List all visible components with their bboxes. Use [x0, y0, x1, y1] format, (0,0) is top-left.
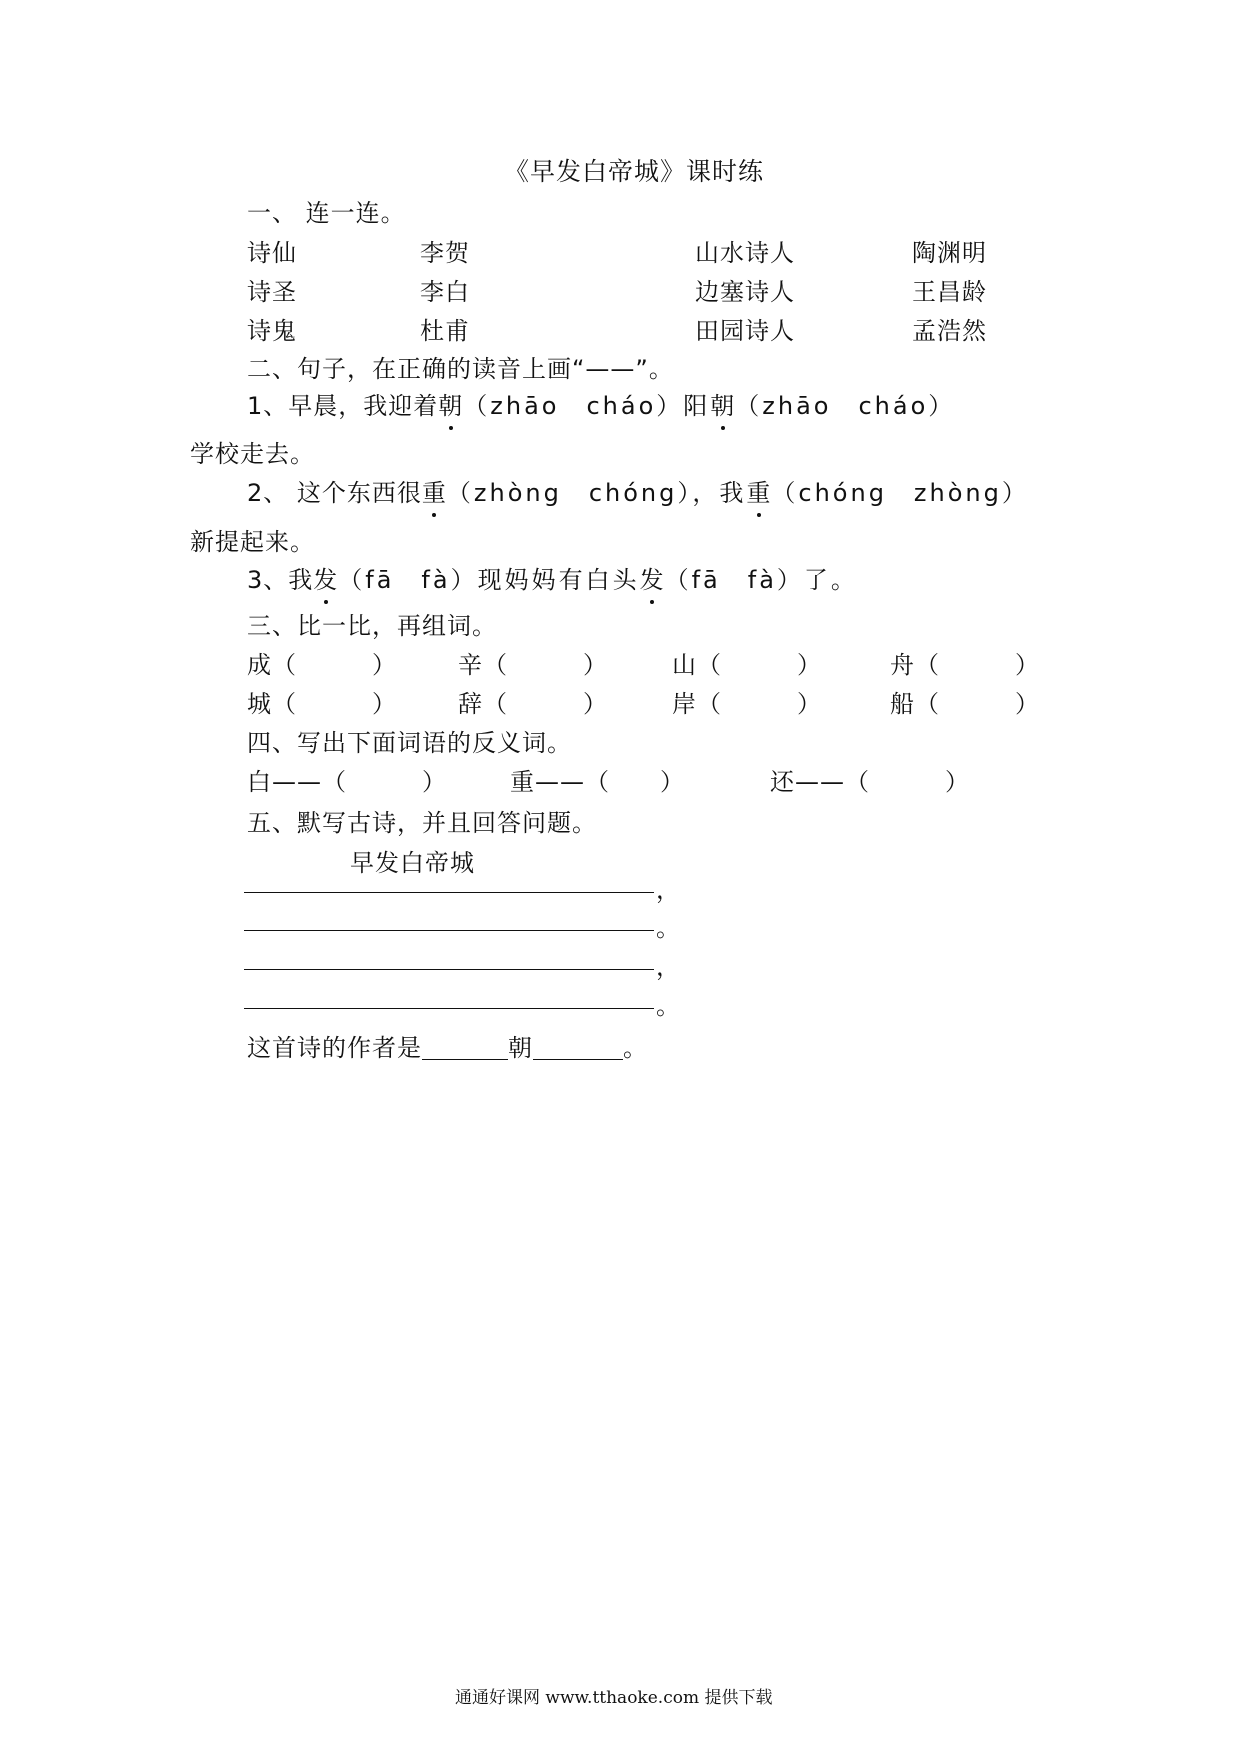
marked-character: 发	[640, 560, 665, 595]
match-item: 边塞诗人	[695, 278, 795, 306]
match-item: 孟浩然	[912, 317, 987, 345]
pinyin-choice: （zhòng chóng），我	[446, 479, 747, 507]
antonym-item: 白——（ ）	[247, 768, 447, 796]
dynasty-blank	[422, 1033, 508, 1060]
footer-credit: 通通好课网 www.tthaoke.com 提供下载	[455, 1688, 773, 1708]
sentence-2-continued: 新提起来。	[190, 528, 315, 556]
match-item: 李白	[420, 278, 470, 306]
match-item: 山水诗人	[695, 239, 795, 267]
section-4-heading: 四、写出下面词语的反义词。	[247, 729, 572, 757]
poem-title: 早发白帝城	[350, 849, 475, 877]
match-item: 陶渊明	[912, 239, 987, 267]
section-2-heading: 二、句子，在正确的读音上画“——”。	[247, 355, 674, 383]
pinyin-choice: （zhāo cháo）	[735, 392, 956, 420]
marked-character: 重	[422, 473, 447, 508]
section-5-heading: 五、默写古诗，并且回答问题。	[247, 809, 597, 837]
section-3-heading: 三、比一比，再组词。	[247, 612, 497, 640]
line-punctuation: 。	[656, 914, 681, 942]
page-title: 《早发白帝城》课时练	[504, 157, 765, 186]
match-item: 杜甫	[420, 317, 470, 345]
answer-line	[244, 892, 654, 893]
word-pair: 城（ ）	[247, 690, 397, 718]
marked-character: 朝	[438, 386, 463, 421]
line-punctuation: 。	[656, 992, 681, 1020]
answer-line	[244, 969, 654, 970]
word-pair: 岸（ ）	[672, 690, 822, 718]
sentence-text: 3、我	[247, 566, 314, 594]
antonym-item: 还——（ ）	[770, 768, 970, 796]
pinyin-choice: （chóng zhòng）	[771, 479, 1029, 507]
marked-character: 发	[313, 560, 338, 595]
question-text: 朝	[508, 1034, 533, 1062]
match-item: 诗圣	[247, 278, 297, 306]
line-punctuation: ，	[656, 953, 681, 981]
answer-line	[244, 930, 654, 931]
section-1-heading: 一、 连一连。	[247, 199, 406, 227]
pinyin-choice: （fā fà）了。	[664, 566, 858, 594]
word-pair: 辛（ ）	[458, 651, 608, 679]
sentence-1	[247, 386, 955, 421]
match-item: 诗鬼	[247, 317, 297, 345]
pinyin-choice: （fā fà）现妈妈有白头	[338, 566, 640, 594]
word-pair: 辞（ ）	[458, 690, 608, 718]
sentence-2	[247, 473, 1029, 508]
answer-line	[244, 1008, 654, 1009]
sentence-3	[247, 560, 858, 595]
match-item: 诗仙	[247, 239, 297, 267]
match-item: 田园诗人	[695, 317, 795, 345]
author-question	[247, 1028, 648, 1063]
word-pair: 成（ ）	[247, 651, 397, 679]
question-text: 。	[623, 1034, 648, 1062]
marked-character: 朝	[710, 386, 735, 421]
sentence-text: 1、早晨，我迎着	[247, 392, 439, 420]
line-punctuation: ，	[656, 876, 681, 904]
word-pair: 舟（ ）	[890, 651, 1040, 679]
author-blank	[533, 1033, 623, 1060]
pinyin-choice: （zhāo cháo）阳	[463, 392, 711, 420]
question-text: 这首诗的作者是	[247, 1034, 422, 1062]
sentence-1-continued: 学校走去。	[190, 440, 315, 468]
antonym-item: 重——（ ）	[510, 768, 685, 796]
match-item: 李贺	[420, 239, 470, 267]
word-pair: 山（ ）	[672, 651, 822, 679]
match-item: 王昌龄	[912, 278, 987, 306]
marked-character: 重	[746, 473, 771, 508]
sentence-text: 2、 这个东西很	[247, 479, 422, 507]
word-pair: 船（ ）	[890, 690, 1040, 718]
